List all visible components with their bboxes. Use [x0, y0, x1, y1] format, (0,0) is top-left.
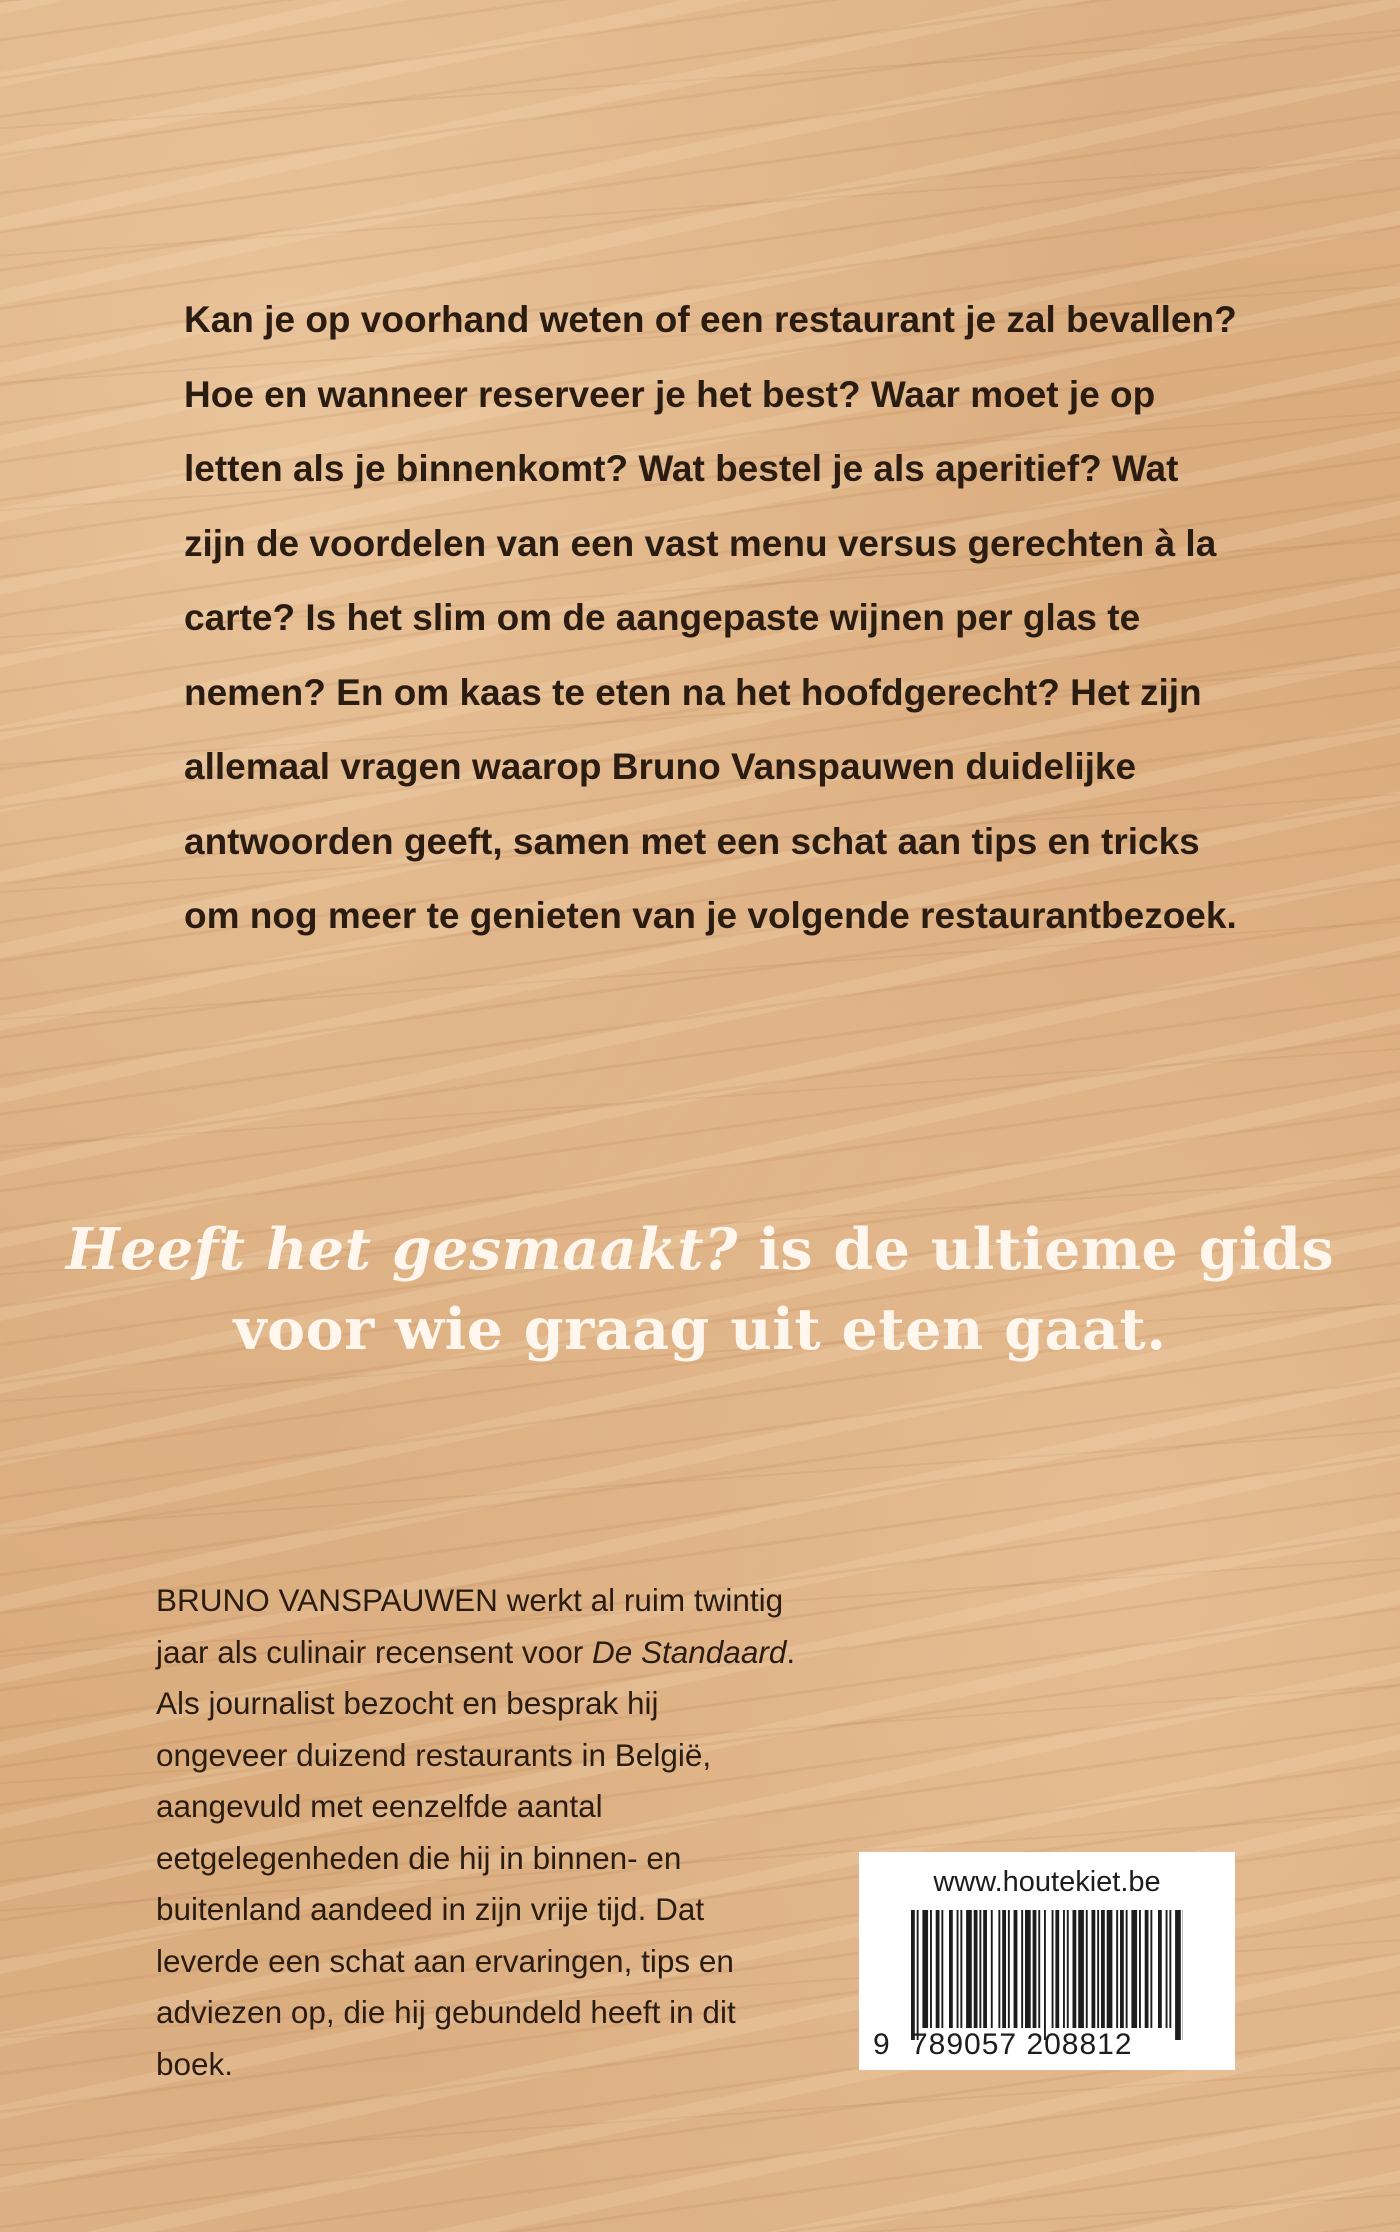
barcode-bar: [1021, 1910, 1023, 2028]
barcode-bar: [1063, 1910, 1065, 2028]
barcode-bar: [1120, 1910, 1124, 2028]
barcode-bar: [1116, 1910, 1118, 2028]
barcode-bar: [1169, 1910, 1171, 2028]
barcode-bar: [966, 1910, 972, 2028]
publisher-url: www.houtekiet.be: [933, 1866, 1161, 1898]
barcode-icon: [911, 1910, 1183, 2040]
barcode-bar: [957, 1910, 959, 2028]
barcode-bar: [960, 1910, 962, 2028]
barcode-bar: [1139, 1910, 1141, 2028]
barcode-bar: [1101, 1910, 1105, 2028]
bio-text-1: werkt al ruim twintig jaar als culinair recensent voor: [156, 1582, 784, 1670]
barcode-bar: [1092, 1910, 1096, 2028]
barcode-bar: [1025, 1910, 1031, 2028]
isbn-digits-rest: 789057 208812: [911, 2028, 1133, 2061]
barcode-bar: [979, 1910, 981, 2028]
barcode-bar: [1033, 1910, 1037, 2028]
barcode-bar: [1158, 1910, 1162, 2028]
intro-paragraph: Kan je op voorhand weten of een restaurant je zal bevallen? Hoe en wanneer reserveer je het best? Waar moet je op letten als je binnenkomt? Wat bestel je als aperitief? Wat zijn de voordelen van een vast menu versus gerechten à la carte? Is het slim om de aangepaste wijnen per glas te nemen? En om kaas te eten na het hoofdgerecht? Het zijn allemaal vragen waarop Bruno Vanspauwen duidelijke antwoorden geeft, samen met een schat aan tips en tricks om nog meer te genieten van je volgende restaurantbezoek.: [184, 299, 1237, 936]
barcode-bar: [1086, 1910, 1088, 2028]
tagline-text: is de ultieme gids voor wie graag uit eten gaat.: [233, 1216, 1335, 1363]
barcode-bar: [1052, 1910, 1054, 2028]
book-title: Heeft het gesmaakt?: [65, 1216, 738, 1283]
bio-text-2: . Als journalist bezocht en besprak hij ongeveer duizend restaurants in België, aangevuld met eenzelfde aantal eetgelegenheden die hij in binnen- en buitenland aandeed in zijn vrije tijd. Dat leverde een schat aan ervaringen, tips en adviezen op, die hij gebundeld heeft in dit boek.: [156, 1633, 796, 2082]
barcode-bar: [1067, 1910, 1069, 2028]
author-bio: [156, 1575, 796, 2090]
barcode-bar: [974, 1910, 978, 2028]
barcode-bar: [949, 1910, 953, 2028]
barcode-bar: [1166, 1910, 1168, 2028]
barcode-bar: [1014, 1910, 1018, 2028]
barcode-bar: [941, 1910, 943, 2028]
barcode-bar: [998, 1910, 1000, 2028]
barcode-bar: [1044, 1910, 1046, 2040]
isbn-first-digit: 9: [873, 2028, 891, 2061]
barcode-bar: [1002, 1910, 1006, 2028]
isbn-digits: [873, 2028, 1223, 2062]
barcode-bar: [1008, 1910, 1010, 2028]
barcode-bar: [1131, 1910, 1137, 2028]
barcode-bar: [936, 1910, 940, 2028]
publication-name: De Standaard: [591, 1633, 787, 1670]
barcode-bar: [1126, 1910, 1128, 2028]
barcode-bar: [983, 1910, 987, 2028]
barcode-bar: [1073, 1910, 1077, 2028]
barcode-bar: [911, 1910, 915, 2040]
barcode-bar: [922, 1910, 928, 2028]
barcode-bar: [930, 1910, 932, 2028]
barcode-box: [859, 1852, 1235, 2070]
tagline: [0, 1210, 1400, 1370]
barcode-bar: [1150, 1910, 1152, 2028]
barcode-bar: [1038, 1910, 1040, 2028]
barcode-bar: [1107, 1910, 1113, 2028]
author-name: BRUNO VANSPAUWEN: [156, 1582, 498, 1618]
barcode-bar: [1145, 1910, 1149, 2028]
barcode-bar: [1097, 1910, 1099, 2028]
barcode-bar: [917, 1910, 919, 2040]
barcode-bar: [1055, 1910, 1059, 2028]
barcode-bar: [1078, 1910, 1084, 2028]
barcode-bar: [991, 1910, 993, 2028]
barcode-bar: [1175, 1910, 1181, 2040]
